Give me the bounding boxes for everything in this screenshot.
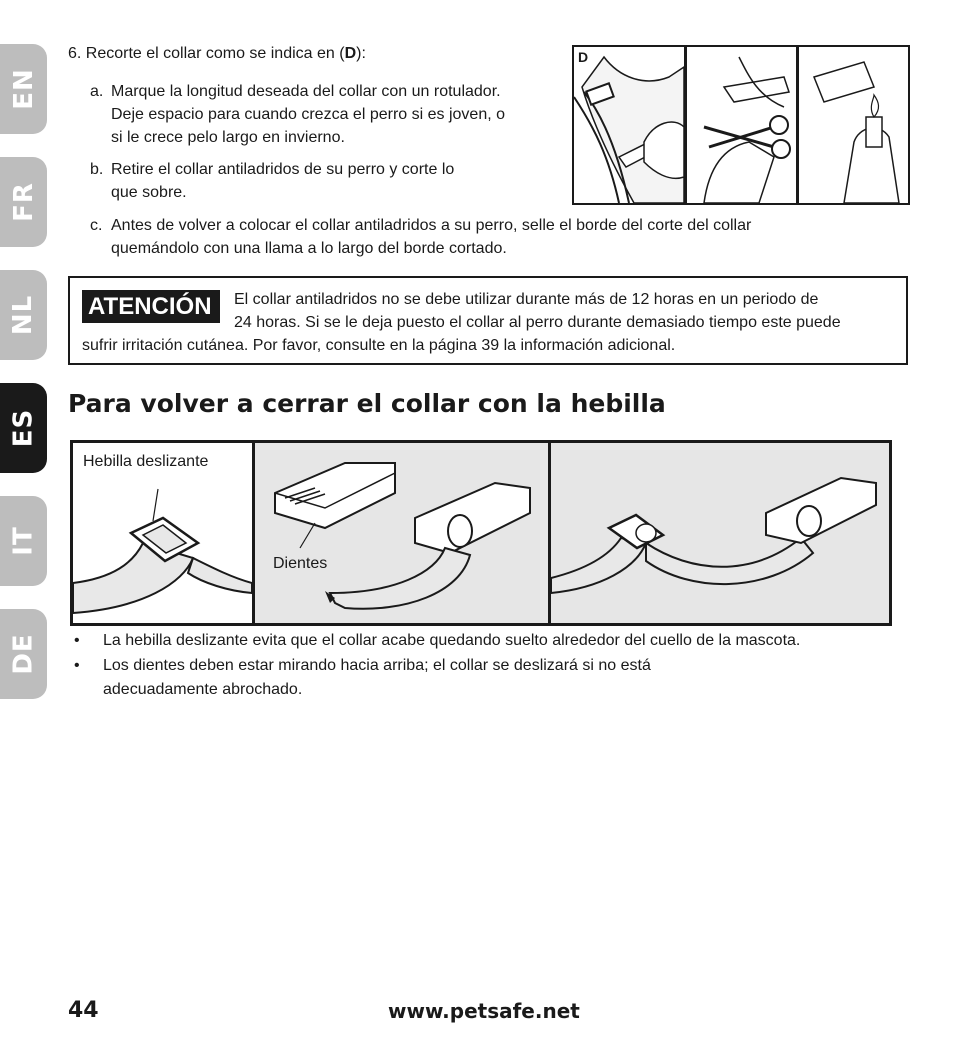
step-a-line: si le crece pelo largo en invierno.: [111, 129, 345, 146]
warning-line: sufrir irritación cutánea. Por favor, consulte en la página 39 la información adicional.: [82, 337, 676, 354]
page-number: 44: [68, 998, 99, 1023]
figure-d-label: D: [578, 49, 589, 65]
buckle-panel-slide: [73, 443, 252, 623]
tab-nl[interactable]: [0, 270, 47, 360]
step-c-line: Antes de volver a colocar el collar antiladridos a su perro, selle el borde del corte del collar: [111, 217, 752, 234]
step-6-suffix: ):: [356, 45, 366, 62]
buckle-figure: [70, 440, 892, 626]
teeth-buckle-drawing: [255, 443, 548, 623]
bullet-text: [103, 654, 651, 702]
closed-collar-drawing: [551, 443, 889, 623]
tab-label: FR: [8, 182, 39, 222]
tab-label: EN: [8, 68, 39, 110]
bullet-line: Los dientes deben estar mirando hacia arriba; el collar se deslizará si no está: [103, 657, 651, 674]
warning-box: [68, 276, 908, 365]
tab-label: ES: [8, 408, 39, 448]
buckle-panel-closed: [551, 443, 889, 623]
tab-it[interactable]: [0, 496, 47, 586]
tab-fr[interactable]: [0, 157, 47, 247]
tab-es[interactable]: [0, 383, 47, 473]
step-b-line: Retire el collar antiladridos de su perro y corte lo: [111, 161, 455, 178]
step-b-line: que sobre.: [111, 184, 187, 201]
tab-en[interactable]: [0, 44, 47, 134]
warning-line: 24 horas. Si se le deja puesto el collar al perro durante demasiado tiempo este puede: [234, 314, 841, 331]
bullet-item: •: [74, 657, 80, 674]
step-c-line: quemándolo con una llama a lo largo del borde cortado.: [111, 240, 507, 257]
figure-d: [572, 45, 910, 205]
tab-label: NL: [8, 294, 39, 336]
step-c-text: [111, 214, 751, 260]
step-6-heading: [68, 42, 366, 65]
warning-line: El collar antiladridos no se debe utilizar durante más de 12 horas en un periodo de: [234, 291, 819, 308]
buckle-panel-teeth: [255, 443, 548, 623]
step-c-marker: c.: [90, 217, 103, 234]
section-title: Para volver a cerrar el collar con la hebilla: [68, 389, 666, 418]
step-a-marker: a.: [90, 83, 104, 100]
label-hebilla-deslizante: Hebilla deslizante: [83, 453, 209, 470]
warning-badge: ATENCIÓN: [82, 290, 220, 323]
step-b-text: [111, 158, 454, 204]
tab-label: IT: [8, 526, 39, 556]
bullet-text: [103, 629, 800, 653]
bullet-line: adecuadamente abrochado.: [103, 681, 303, 698]
figure-d-illustration: [574, 47, 908, 203]
slide-buckle-drawing: [73, 443, 252, 623]
step-a-text: [111, 80, 505, 149]
bullet-line: La hebilla deslizante evita que el collar acabe quedando suelto alrededor del cuello de la mascota.: [103, 632, 801, 649]
tab-label: DE: [8, 633, 39, 675]
label-dientes: Dientes: [273, 555, 328, 572]
bullet-item: •: [74, 632, 80, 649]
tab-de[interactable]: [0, 609, 47, 699]
step-6-prefix: 6. Recorte el collar como se indica en (: [68, 45, 345, 62]
step-6-ref: D: [344, 45, 357, 62]
website-link[interactable]: www.petsafe.net: [388, 999, 580, 1023]
step-b-marker: b.: [90, 161, 104, 178]
step-a-line: Deje espacio para cuando crezca el perro si es joven, o: [111, 106, 505, 123]
step-a-line: Marque la longitud deseada del collar con un rotulador.: [111, 83, 501, 100]
